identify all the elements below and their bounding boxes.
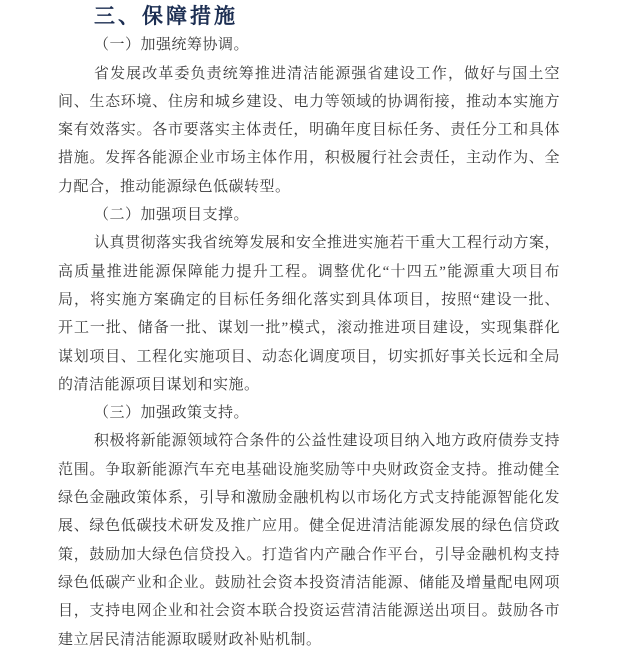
- section-subheading: （二）加强项目支撑。: [94, 207, 250, 224]
- paragraph-line: 开工一批、储备一批、谋划一批”模式，滚动推进项目建设，实现集群化: [58, 320, 560, 337]
- paragraph-line: 策，鼓励加大绿色信贷投入。打造省内产融合作平台，引导金融机构支持: [58, 546, 560, 563]
- paragraph-line: 绿色低碳产业和企业。鼓励社会资本投资清洁能源、储能及增量配电网项: [58, 574, 560, 591]
- paragraph-line: 间、生态环境、住房和城乡建设、电力等领域的协调衔接，推动本实施方: [58, 93, 560, 110]
- section-subheading: （三）加强政策支持。: [94, 405, 250, 422]
- section-heading: 三、保障措施: [94, 5, 238, 28]
- paragraph-line: 目，支持电网企业和社会资本联合投资运营清洁能源送出项目。鼓励各市: [58, 603, 560, 620]
- paragraph-line: 案有效落实。各市要落实主体责任，明确年度目标任务、责任分工和具体: [58, 122, 560, 139]
- paragraph-line: 谋划项目、工程化实施项目、动态化调度项目，切实抓好事关长远和全局: [58, 348, 560, 365]
- paragraph-line: 建立居民清洁能源取暖财政补贴机制。: [58, 631, 322, 648]
- paragraph-line: 高质量推进能源保障能力提升工程。调整优化“十四五”能源重大项目布: [58, 263, 560, 280]
- paragraph-line: 省发展改革委负责统筹推进清洁能源强省建设工作，做好与国土空: [94, 65, 560, 82]
- document-body: [58, 31, 560, 654]
- section-subheading: （一）加强统筹协调。: [94, 37, 250, 54]
- paragraph-line: 范围。争取新能源汽车充电基础设施奖励等中央财政资金支持。推动健全: [58, 461, 560, 478]
- paragraph-line: 绿色金融政策体系，引导和激励金融机构以市场化方式支持能源智能化发: [58, 490, 560, 507]
- paragraph-line: 措施。发挥各能源企业市场主体作用，积极履行社会责任，主动作为、全: [58, 150, 560, 167]
- paragraph-line: 展、绿色低碳技术研发及推广应用。健全促进清洁能源发展的绿色信贷政: [58, 518, 560, 535]
- paragraph-line: 的清洁能源项目谋划和实施。: [58, 376, 260, 393]
- paragraph-line: 局，将实施方案确定的目标任务细化落实到具体项目，按照“建设一批、: [58, 291, 560, 308]
- paragraph-line: 认真贯彻落实我省统筹发展和安全推进实施若干重大工程行动方案，: [94, 235, 560, 252]
- paragraph-line: 积极将新能源领域符合条件的公益性建设项目纳入地方政府债券支持: [94, 433, 560, 450]
- paragraph-line: 力配合，推动能源绿色低碳转型。: [58, 178, 291, 195]
